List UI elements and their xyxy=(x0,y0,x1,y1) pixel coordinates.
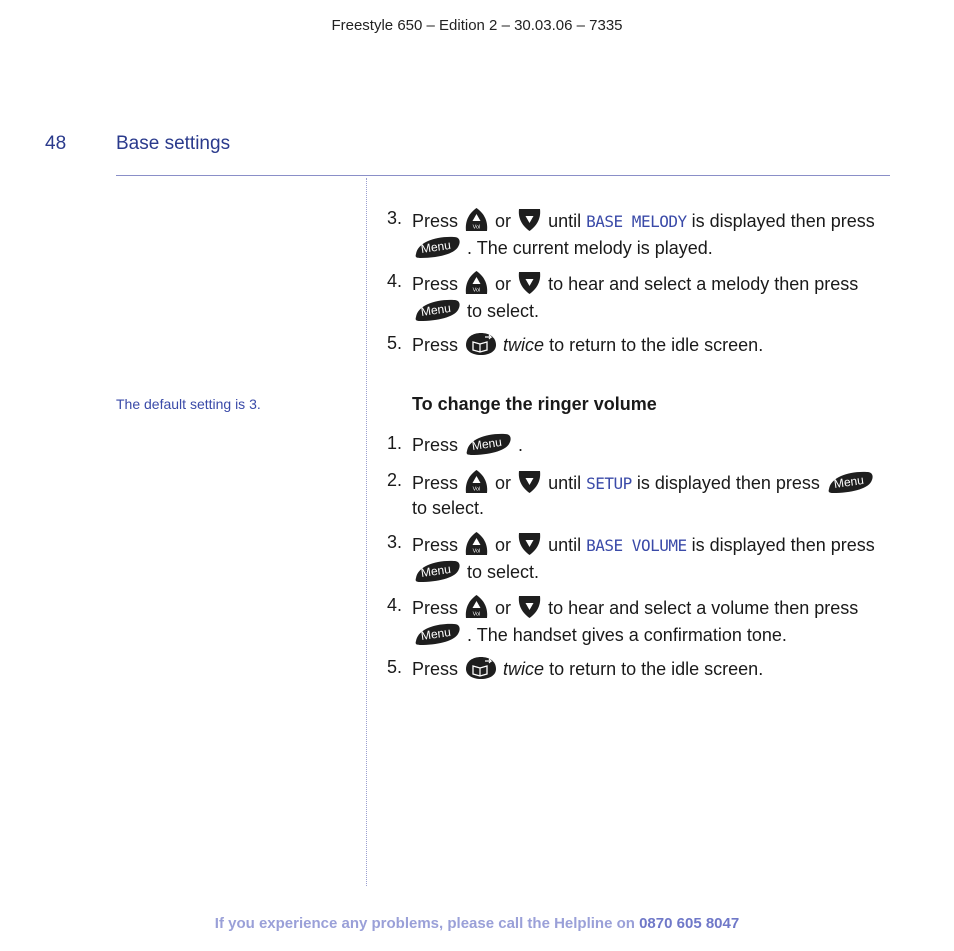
helpline-footer xyxy=(0,915,954,932)
down-key-icon xyxy=(516,530,543,557)
svg-text:Menu: Menu xyxy=(420,624,452,644)
volume-step-1: 1. Press Menu . xyxy=(387,433,524,455)
step-number: 4. xyxy=(387,595,403,615)
melody-step-4: 4. Press Vol or to hear and select a melody then press Menu to select. xyxy=(387,271,859,321)
down-key-icon xyxy=(516,593,543,620)
svg-text:Vol: Vol xyxy=(472,224,481,231)
menu-key-icon xyxy=(825,469,875,495)
page-number: 48 xyxy=(45,133,67,154)
step-number: 5. xyxy=(387,657,403,677)
up-vol-key-icon xyxy=(463,468,490,495)
volume-step-5: 5. Press twice to return to the idle screen. xyxy=(387,657,764,679)
svg-text:Menu: Menu xyxy=(471,434,503,454)
up-vol-key-icon xyxy=(463,530,490,557)
display-text: BASE MELODY xyxy=(586,212,687,231)
up-vol-key-icon xyxy=(463,206,490,233)
menu-key-icon xyxy=(412,621,462,647)
side-note: The default setting is 3. xyxy=(116,396,261,412)
column-divider xyxy=(366,178,367,886)
down-key-icon xyxy=(516,269,543,296)
section-title: Base settings xyxy=(116,133,231,154)
volume-step-4: 4. Press Vol or to hear and select a volume then press Menu . The handset gives a confirmation tone. xyxy=(387,595,859,645)
svg-text:Menu: Menu xyxy=(420,300,452,320)
melody-step-3: 3. Press Vol or until BASE MELODY is displayed then press Menu . The current melody is played. xyxy=(387,208,875,258)
svg-text:Menu: Menu xyxy=(420,237,452,257)
menu-key-icon xyxy=(412,234,462,260)
header-rule xyxy=(116,175,890,176)
volume-step-2: 2. Press Vol or until SETUP is displayed then press Menu to select. xyxy=(387,468,887,521)
helpline-number: 0870 605 8047 xyxy=(639,915,740,932)
svg-text:Vol: Vol xyxy=(472,548,481,555)
menu-key-icon xyxy=(412,558,462,584)
volume-step-3: 3. Press Vol or until BASE VOLUME is displayed then press Menu to select. xyxy=(387,532,875,582)
up-vol-key-icon xyxy=(463,269,490,296)
step-number: 3. xyxy=(387,532,403,552)
phonebook-key-icon xyxy=(463,655,498,681)
edition-line: Freestyle 650 – Edition 2 – 30.03.06 – 7335 xyxy=(331,17,623,34)
down-key-icon xyxy=(516,468,543,495)
svg-text:Vol: Vol xyxy=(472,287,481,294)
melody-step-5: 5. Press twice to return to the idle screen. xyxy=(387,333,764,355)
step-number: 2. xyxy=(387,470,403,490)
step-number: 3. xyxy=(387,208,403,228)
display-text: SETUP xyxy=(586,474,632,493)
step-number: 5. xyxy=(387,333,403,353)
menu-key-icon xyxy=(463,431,513,457)
volume-heading: To change the ringer volume xyxy=(412,394,657,414)
down-key-icon xyxy=(516,206,543,233)
svg-text:Vol: Vol xyxy=(472,486,481,493)
display-text: BASE VOLUME xyxy=(586,536,687,555)
up-vol-key-icon xyxy=(463,593,490,620)
step-number: 4. xyxy=(387,271,403,291)
phonebook-key-icon xyxy=(463,331,498,357)
step-number: 1. xyxy=(387,433,403,453)
helpline-text: If you experience any problems, please call the Helpline on xyxy=(214,915,635,932)
svg-text:Menu: Menu xyxy=(420,561,452,581)
menu-key-icon xyxy=(412,297,462,323)
svg-text:Vol: Vol xyxy=(472,611,481,618)
svg-text:Menu: Menu xyxy=(832,472,865,492)
